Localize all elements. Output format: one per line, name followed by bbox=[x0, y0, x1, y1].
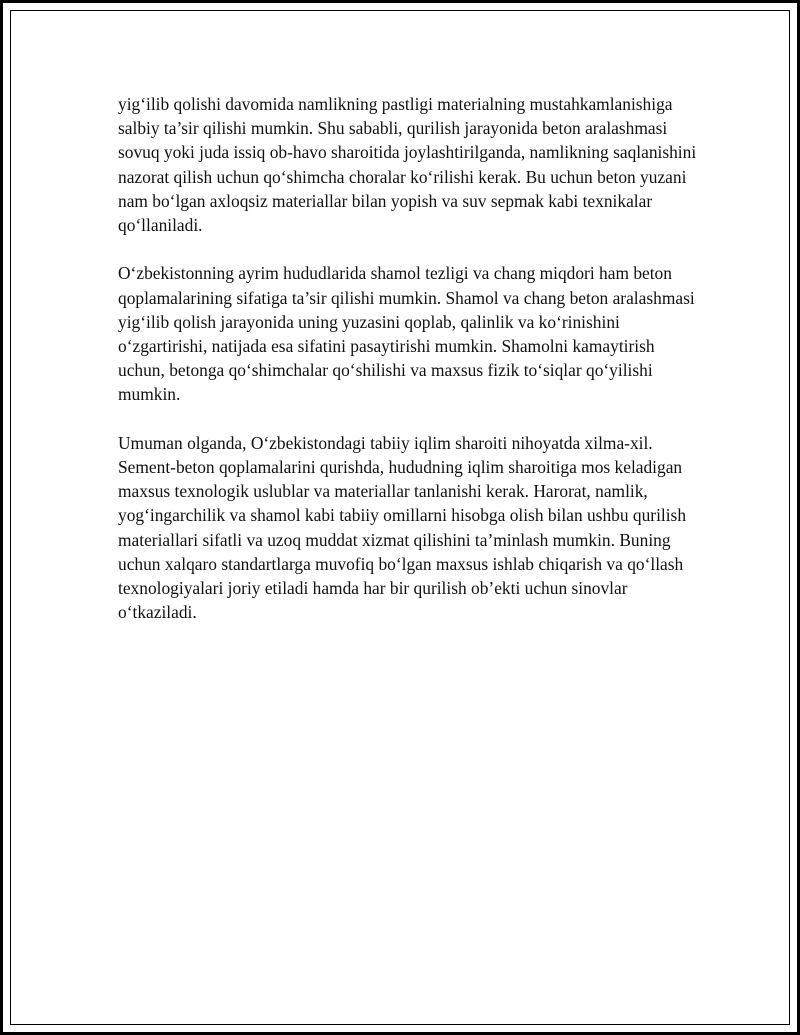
paragraph-2: O‘zbekistonning ayrim hududlarida shamol tezligi va chang miqdori ham beton qoplamalarining sifatiga ta’sir qilishi mumkin. Shamol va chang beton aralashmasi yig‘ilib qolish jarayonida uning yuzasini qoplab, qalinlik va ko‘rinishini o‘zgartirishi, natijada esa sifatini pasaytirishi mumkin. Shamolni kamaytirish uchun, betonga qo‘shimchalar qo‘shilishi va maxsus fizik to‘siqlar qo‘yilishi mumkin. bbox=[118, 263, 695, 405]
document-body bbox=[118, 92, 703, 649]
paragraph-1: yig‘ilib qolishi davomida namlikning pastligi materialning mustahkamlanishiga salbiy ta’sir qilishi mumkin. Shu sababli, qurilish jarayonida beton aralashmasi sovuq yoki juda issiq ob-havo sharoitida joylashtirilganda, namlikning saqlanishini nazorat qilish uchun qo‘shimcha choralar ko‘rilishi kerak. Bu uchun beton yuzani nam bo‘lgan axloqsiz materiallar bilan yopish va suv sepmak kabi texnikalar qo‘llaniladi. bbox=[118, 94, 697, 236]
paragraph-3: Umuman olganda, O‘zbekistondagi tabiiy iqlim sharoiti nihoyatda xilma-xil. Sement-beton qoplamalarini qurishda, hududning iqlim sharoitiga mos keladigan maxsus texnologik uslublar va materiallar tanlanishi kerak. Harorat, namlik, yog‘ingarchilik va shamol kabi tabiiy omillarni hisobga olish bilan ushbu qurilish materiallari sifatli va uzoq muddat xizmat qilishini ta’minlash mumkin. Buning uchun xalqaro standartlarga muvofiq bo‘lgan maxsus ishlab chiqarish va qo‘llash texnologiyalari joriy etiladi hamda har bir qurilish ob’ekti uchun sinovlar o‘tkaziladi. bbox=[118, 432, 687, 623]
